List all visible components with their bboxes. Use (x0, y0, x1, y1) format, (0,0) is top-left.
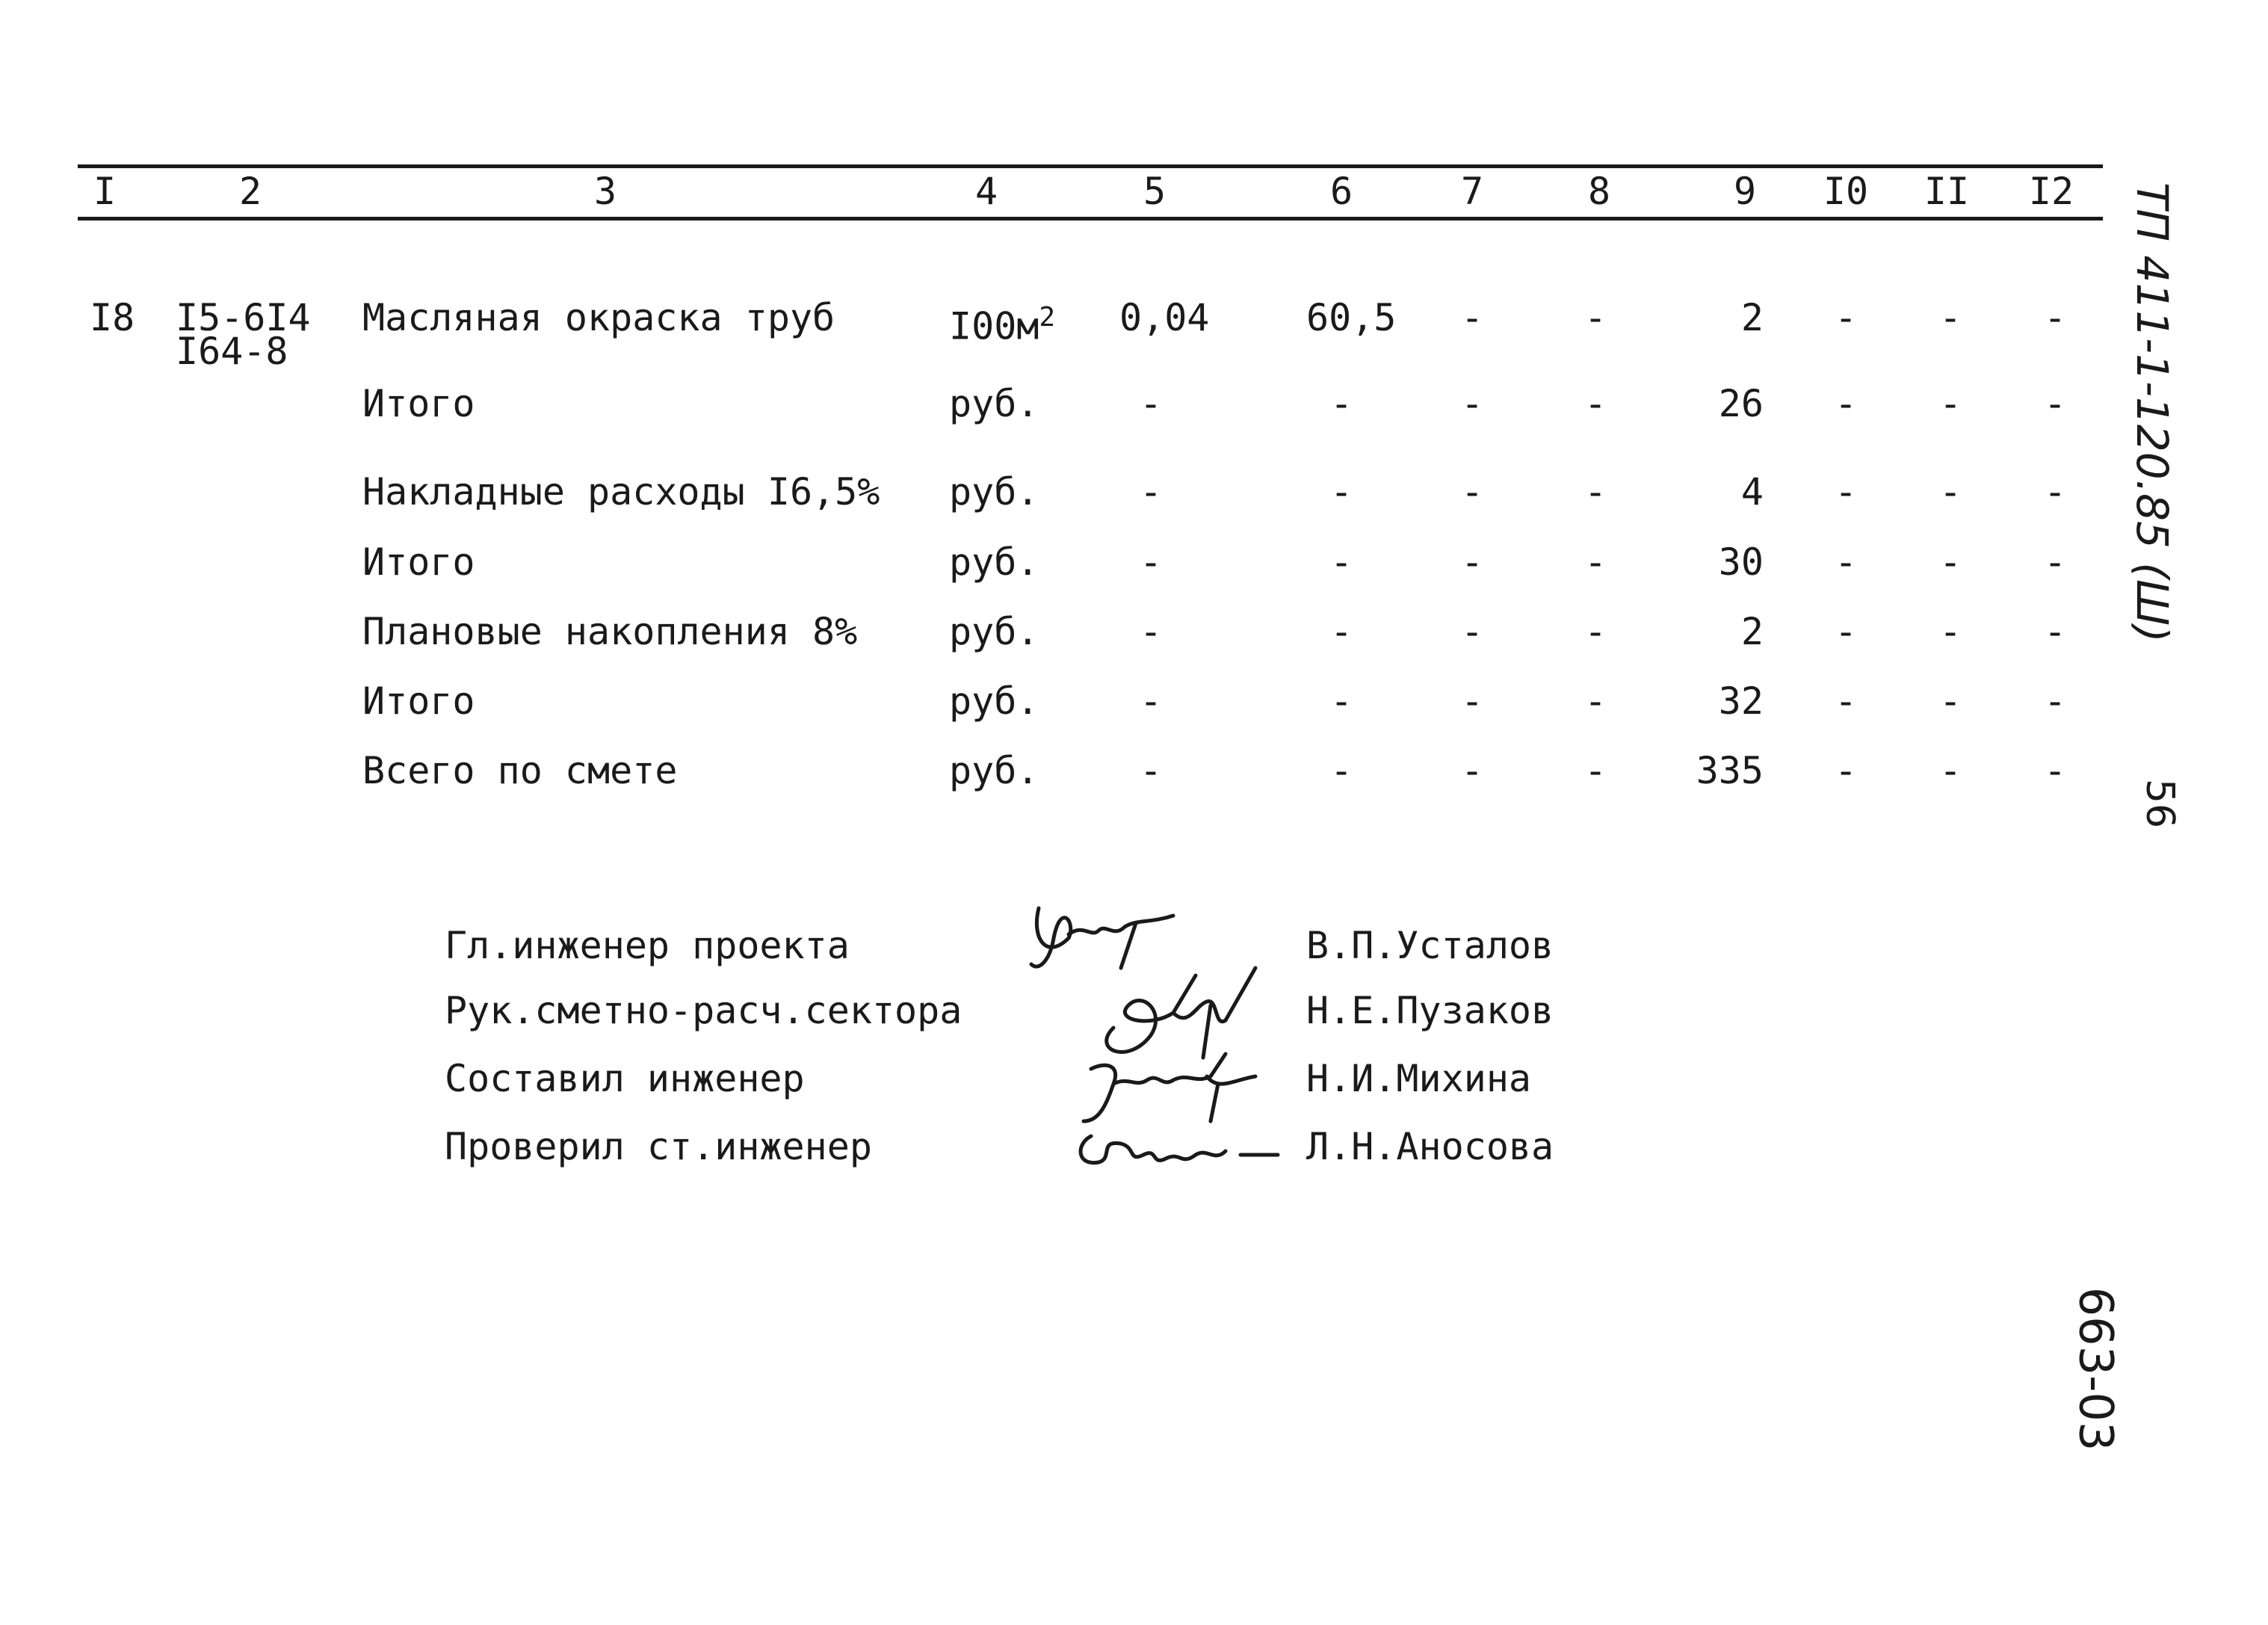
row-unit: руб. (949, 610, 1039, 653)
row-col12: - (2043, 679, 2067, 723)
row-col8: - (1583, 679, 1607, 723)
row-col11: - (1938, 610, 1962, 653)
row-col10: - (1834, 610, 1858, 653)
signature-name: Н.Е.Пузаков (1306, 989, 1554, 1032)
row-col6: - (1329, 610, 1353, 653)
handwritten-signature (1076, 1046, 1270, 1129)
row-col11: - (1938, 470, 1962, 514)
row-col7: - (1460, 540, 1484, 584)
row-unit: руб. (949, 382, 1039, 425)
row-col7: - (1460, 470, 1484, 514)
row-col7: - (1460, 749, 1484, 792)
row-col8: - (1583, 296, 1607, 339)
row-col9: 4 (1740, 470, 1764, 514)
row-col8: - (1583, 382, 1607, 425)
row-col6: - (1329, 470, 1353, 514)
col-header-10: I0 (1823, 170, 1869, 213)
row-col10: - (1834, 749, 1858, 792)
row-col7: - (1460, 296, 1484, 339)
row-unit: руб. (949, 540, 1039, 584)
row-col12: - (2043, 382, 2067, 425)
row-col5: - (1139, 470, 1163, 514)
signature-name: Л.Н.Аносова (1306, 1125, 1554, 1168)
row-col10: - (1834, 296, 1858, 339)
row-name: Накладные расходы I6,5% (362, 470, 880, 514)
row-col6: - (1329, 382, 1353, 425)
row-col8: - (1583, 749, 1607, 792)
row-col9: 2 (1740, 296, 1764, 339)
row-name: Масляная окраска труб (362, 296, 835, 339)
row-col9: 30 (1718, 540, 1764, 584)
row-col11: - (1938, 296, 1962, 339)
row-col9: 26 (1718, 382, 1764, 425)
row-col6: - (1329, 540, 1353, 584)
row-col9: 335 (1696, 749, 1764, 792)
row-col5: - (1139, 382, 1163, 425)
row-col12: - (2043, 296, 2067, 339)
page-number: 56 (2137, 778, 2182, 829)
handwritten-signature (1069, 1121, 1293, 1181)
row-code-2: I64-8 (176, 330, 288, 373)
row-code-1: I5-6I4 (176, 296, 311, 339)
row-name: Всего по смете (362, 749, 678, 792)
album-code-label: 663-03 (2068, 1286, 2124, 1452)
row-col11: - (1938, 540, 1962, 584)
row-col6: - (1329, 749, 1353, 792)
row-col7: - (1460, 382, 1484, 425)
row-col9: 32 (1718, 679, 1764, 723)
row-col6: 60,5 (1306, 296, 1397, 339)
signature-name: В.П.Усталов (1306, 924, 1554, 967)
row-unit: руб. (949, 679, 1039, 723)
row-col5: - (1139, 540, 1163, 584)
row-col9: 2 (1740, 610, 1764, 653)
row-col5: - (1139, 610, 1163, 653)
row-col10: - (1834, 382, 1858, 425)
row-col7: - (1460, 610, 1484, 653)
signature-role: Проверил ст.инженер (445, 1125, 872, 1168)
row-col5: - (1139, 679, 1163, 723)
row-col8: - (1583, 610, 1607, 653)
row-name: Плановые накопления 8% (362, 610, 858, 653)
header-top-rule (78, 164, 2103, 168)
col-header-12: I2 (2028, 170, 2074, 213)
row-col6: - (1329, 679, 1353, 723)
row-col11: - (1938, 679, 1962, 723)
col-header-9: 9 (1733, 170, 1757, 213)
row-name: Итого (362, 679, 475, 723)
col-header-2: 2 (238, 170, 262, 213)
signature-role: Составил инженер (445, 1057, 805, 1100)
signature-name: Н.И.Михина (1306, 1057, 1532, 1100)
row-unit: руб. (949, 749, 1039, 792)
row-col7: - (1460, 679, 1484, 723)
col-header-3: 3 (593, 170, 617, 213)
row-col8: - (1583, 540, 1607, 584)
row-col12: - (2043, 470, 2067, 514)
col-header-1: I (93, 170, 117, 213)
row-name: Итого (362, 382, 475, 425)
signature-role: Рук.сметно-расч.сектора (445, 989, 962, 1032)
row-col10: - (1834, 540, 1858, 584)
col-header-5: 5 (1143, 170, 1167, 213)
signature-role: Гл.инженер проекта (445, 924, 850, 967)
row-col10: - (1834, 679, 1858, 723)
document-code-label: ТП 411-1-120.85 (Ш) (2127, 182, 2178, 643)
row-col12: - (2043, 540, 2067, 584)
row-col5: 0,04 (1119, 296, 1210, 339)
row-col12: - (2043, 610, 2067, 653)
col-header-8: 8 (1587, 170, 1611, 213)
header-bottom-rule (78, 217, 2103, 221)
row-col10: - (1834, 470, 1858, 514)
row-col11: - (1938, 382, 1962, 425)
col-header-7: 7 (1460, 170, 1484, 213)
row-unit: руб. (949, 470, 1039, 514)
row-number: I8 (90, 296, 135, 339)
col-header-6: 6 (1329, 170, 1353, 213)
row-col12: - (2043, 749, 2067, 792)
col-header-4: 4 (974, 170, 998, 213)
col-header-11: II (1924, 170, 1970, 213)
row-col11: - (1938, 749, 1962, 792)
row-col8: - (1583, 470, 1607, 514)
row-col5: - (1139, 749, 1163, 792)
row-name: Итого (362, 540, 475, 584)
row-unit: $I00м^2$ (949, 302, 1056, 348)
